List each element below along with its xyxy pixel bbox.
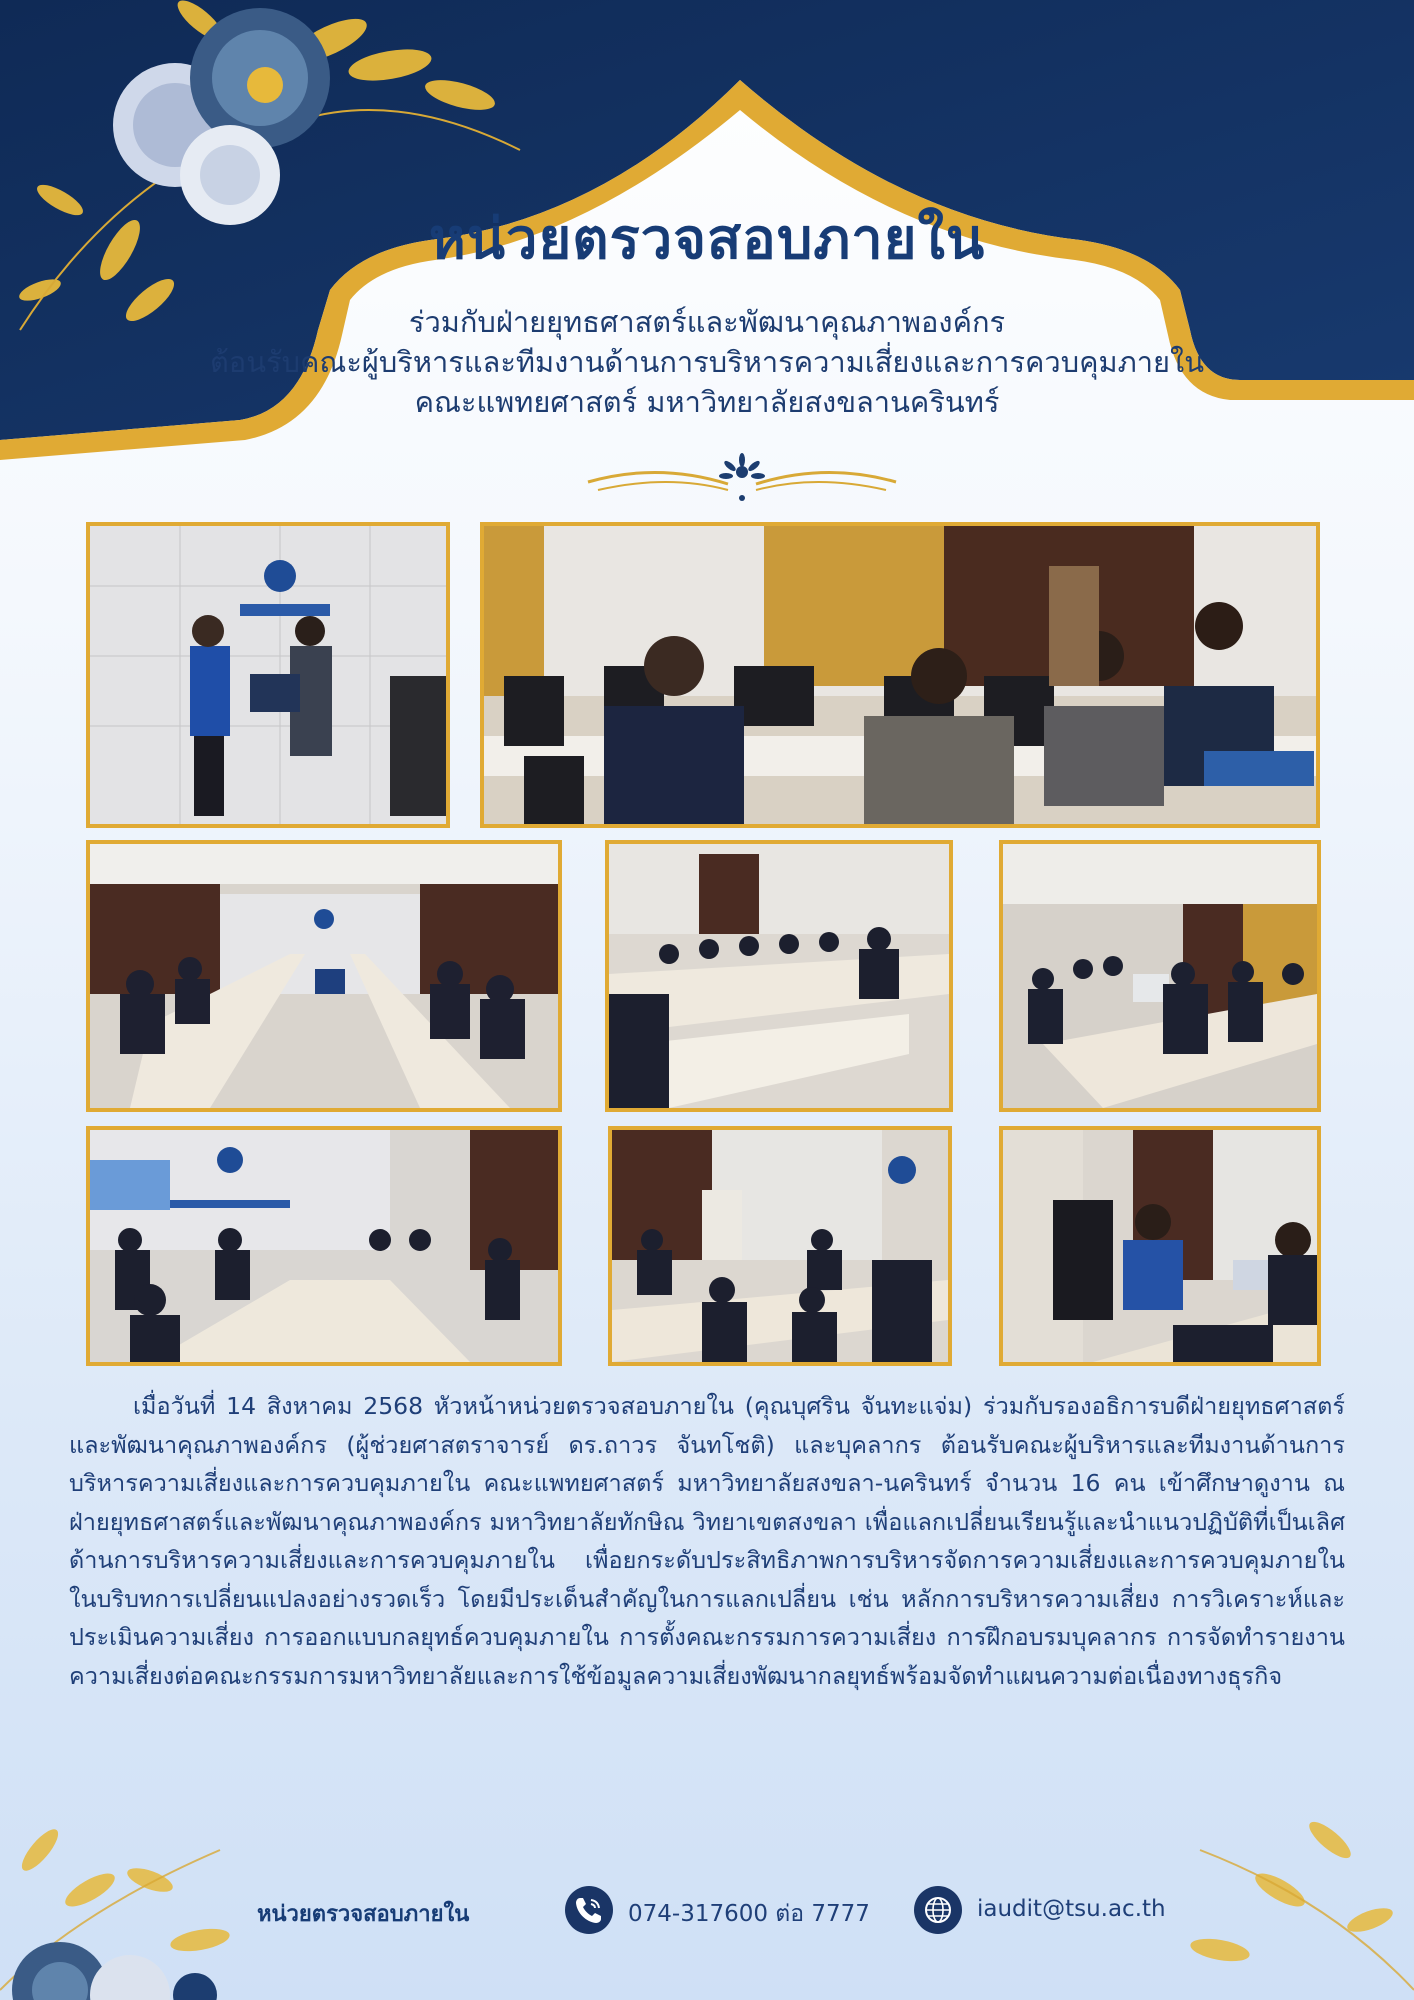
subtitle-line-3: คณะแพทยศาสตร์ มหาวิทยาลัยสงขลานครินทร์ — [414, 385, 1000, 419]
ornament-divider — [578, 452, 906, 506]
globe-icon — [914, 1886, 962, 1934]
photo-speaker-closeup — [999, 1126, 1321, 1366]
subtitle-line-1: ร่วมกับฝ่ายยุทธศาสตร์และพัฒนาคุณภาพองค์กร — [408, 305, 1006, 339]
photo-meeting-table-side — [605, 840, 953, 1112]
photo-meeting-room-wide — [86, 840, 562, 1112]
footer — [0, 1880, 1414, 1940]
body-paragraph: เมื่อวันที่ 14 สิงหาคม 2568 หัวหน้าหน่วยตรวจสอบภายใน (คุณบุศริน จันทะแจ่ม) ร่วมกับรองอธิการบดีฝ่ายยุทธศาสตร์และพัฒนาคุณภาพองค์กร (ผู้ช่วยศาสตราจารย์ ดร.ถาวร จันทโชติ) และบุคลากร ต้อนรับคณะผู้บริหารและทีมงานด้านการบริหารความเสี่ยงและการควบคุมภายใน คณะแพทยศาสตร์ มหาวิทยาลัยสงขลา-นครินทร์ จำนวน 16 คน เข้าศึกษาดูงาน ณ ฝ่ายยุทธศาสตร์และพัฒนาคุณภาพองค์กร มหาวิทยาลัยทักษิณ วิทยาเขตสงขลา เพื่อแลกเปลี่ยนเรียนรู้และนำแนวปฏิบัติที่เป็นเลิศด้านการบริหารความเสี่ยงและการควบคุมภายใน เพื่อยกระดับประสิทธิภาพการบริหารจัดการความเสี่ยงและการควบคุมภายในในบริบทการเปลี่ยนแปลงอย่างรวดเร็ว โดยมีประเด็นสำคัญในการแลกเปลี่ยน เช่น หลักการบริหารความเสี่ยง การวิเคราะห์และประเมินความเสี่ยง การออกแบบกลยุทธ์ควบคุมภายใน การตั้งคณะกรรมการความเสี่ยง การฝึกอบรมบุคลากร การจัดทำรายงานความเสี่ยงต่อคณะกรรมการมหาวิทยาลัยและการใช้ข้อมูลความเสี่ยงพัฒนากลยุทธ์พร้อมจัดทำแผนความต่อเนื่องทางธุรกิจ — [69, 1392, 1345, 1690]
footer-email[interactable]: iaudit@tsu.ac.th — [977, 1896, 1166, 1922]
photo-certificate-handover — [86, 522, 450, 828]
page-title: หน่วยตรวจสอบภายใน — [428, 207, 986, 272]
footer-org-name: หน่วยตรวจสอบภายใน — [257, 1902, 470, 1927]
photo-meeting-front-row — [480, 522, 1320, 828]
page-header — [0, 200, 1414, 422]
photo-meeting-head-table — [608, 1126, 952, 1366]
photo-meeting-room-corner — [999, 840, 1321, 1112]
footer-phone[interactable]: 074-317600 ต่อ 7777 — [628, 1901, 870, 1927]
subtitle-line-2: ต้อนรับคณะผู้บริหารและทีมงานด้านการบริหารความเสี่ยงและการควบคุมภายใน — [209, 345, 1205, 379]
phone-icon — [565, 1886, 613, 1934]
photo-presentation-screen — [86, 1126, 562, 1366]
